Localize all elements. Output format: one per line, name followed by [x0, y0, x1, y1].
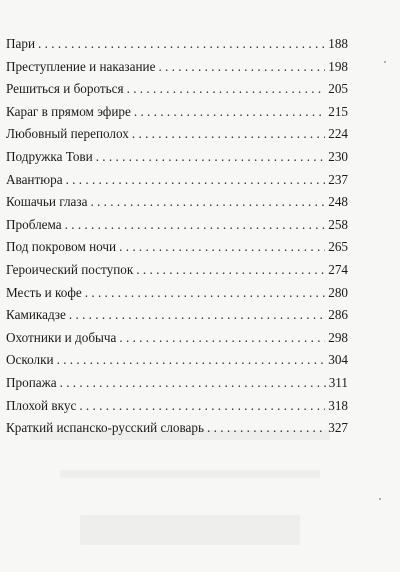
- toc-entry[interactable]: [6, 33, 348, 56]
- toc-entry-title: Авантюра: [6, 171, 63, 187]
- toc-entry-title: Под покровом ночи: [6, 239, 117, 255]
- toc-entry-page: 274: [328, 261, 348, 277]
- toc-entry-page: 258: [328, 216, 348, 232]
- toc-entry-page: 188: [328, 36, 348, 51]
- toc-leader-dots: [127, 78, 326, 101]
- toc-entry[interactable]: [6, 78, 348, 101]
- toc-entry[interactable]: [6, 56, 348, 79]
- toc-entry[interactable]: [6, 282, 348, 305]
- toc-entry-page: 198: [328, 58, 348, 74]
- toc-entry-title: Любовный переполох: [6, 126, 129, 142]
- toc-entry-page: 318: [328, 397, 348, 413]
- toc-entry[interactable]: [6, 123, 348, 146]
- table-of-contents: [6, 33, 348, 440]
- toc-entry[interactable]: [6, 146, 348, 169]
- toc-entry-page: 237: [328, 171, 348, 187]
- toc-entry-page: 311: [328, 374, 348, 390]
- toc-leader-dots: [136, 259, 325, 282]
- toc-entry-page: 265: [328, 239, 348, 255]
- toc-leader-dots: [134, 101, 325, 124]
- toc-entry-page: 280: [328, 284, 348, 300]
- toc-entry-title: Преступление и наказание: [6, 58, 156, 74]
- toc-entry-page: 298: [328, 329, 348, 345]
- toc-entry-page: 327: [328, 420, 348, 436]
- toc-entry-title: Пропажа: [6, 374, 57, 390]
- toc-entry[interactable]: [6, 169, 348, 192]
- toc-leader-dots: [119, 327, 325, 350]
- show-through-text: [80, 515, 300, 545]
- toc-entry[interactable]: [6, 395, 348, 418]
- toc-entry-title: Пари: [6, 36, 36, 51]
- toc-entry-title: Проблема: [6, 216, 62, 232]
- toc-entry[interactable]: [6, 349, 348, 372]
- toc-leader-dots: [79, 395, 325, 418]
- toc-entry[interactable]: [6, 417, 348, 440]
- toc-entry[interactable]: [6, 304, 348, 327]
- toc-entry-title: Краткий испанско-русский словарь: [6, 420, 205, 436]
- toc-entry-title: Героический поступок: [6, 261, 134, 277]
- toc-leader-dots: [90, 191, 325, 214]
- toc-entry-page: 248: [328, 194, 348, 210]
- toc-leader-dots: [85, 282, 325, 305]
- toc-entry-title: Охотники и добыча: [6, 329, 117, 345]
- toc-entry-title: Караг в прямом эфире: [6, 103, 131, 119]
- toc-entry[interactable]: [6, 259, 348, 282]
- toc-leader-dots: [158, 56, 325, 79]
- toc-entry-page: 230: [328, 148, 348, 164]
- toc-entry-page: 304: [328, 352, 348, 368]
- toc-leader-dots: [57, 349, 326, 372]
- toc-entry[interactable]: [6, 214, 348, 237]
- show-through-text: [60, 470, 320, 478]
- toc-leader-dots: [65, 214, 326, 237]
- toc-leader-dots: [38, 33, 325, 56]
- toc-leader-dots: [60, 372, 326, 395]
- toc-entry-title: Подружка Тови: [6, 148, 93, 164]
- toc-leader-dots: [207, 417, 325, 440]
- toc-entry-page: 286: [328, 307, 348, 323]
- toc-entry-title: Осколки: [6, 352, 54, 368]
- toc-entry-title: Камикадзе: [6, 307, 66, 323]
- toc-entry-title: Кошачьи глаза: [6, 194, 88, 210]
- paper-speck: [384, 61, 386, 63]
- toc-entry-page: 215: [328, 103, 348, 119]
- toc-leader-dots: [132, 123, 325, 146]
- toc-entry-title: Плохой вкус: [6, 397, 77, 413]
- toc-entry[interactable]: [6, 191, 348, 214]
- toc-leader-dots: [96, 146, 326, 169]
- toc-leader-dots: [69, 304, 325, 327]
- toc-entry-page: 205: [328, 81, 348, 97]
- toc-entry[interactable]: [6, 101, 348, 124]
- toc-entry[interactable]: [6, 327, 348, 350]
- toc-leader-dots: [119, 236, 325, 259]
- toc-leader-dots: [66, 169, 326, 192]
- paper-speck: [379, 498, 381, 500]
- toc-entry-title: Решиться и бороться: [6, 81, 124, 97]
- toc-entry[interactable]: [6, 236, 348, 259]
- toc-entry[interactable]: [6, 372, 348, 395]
- toc-entry-page: 224: [328, 126, 348, 142]
- toc-entry-title: Месть и кофе: [6, 284, 82, 300]
